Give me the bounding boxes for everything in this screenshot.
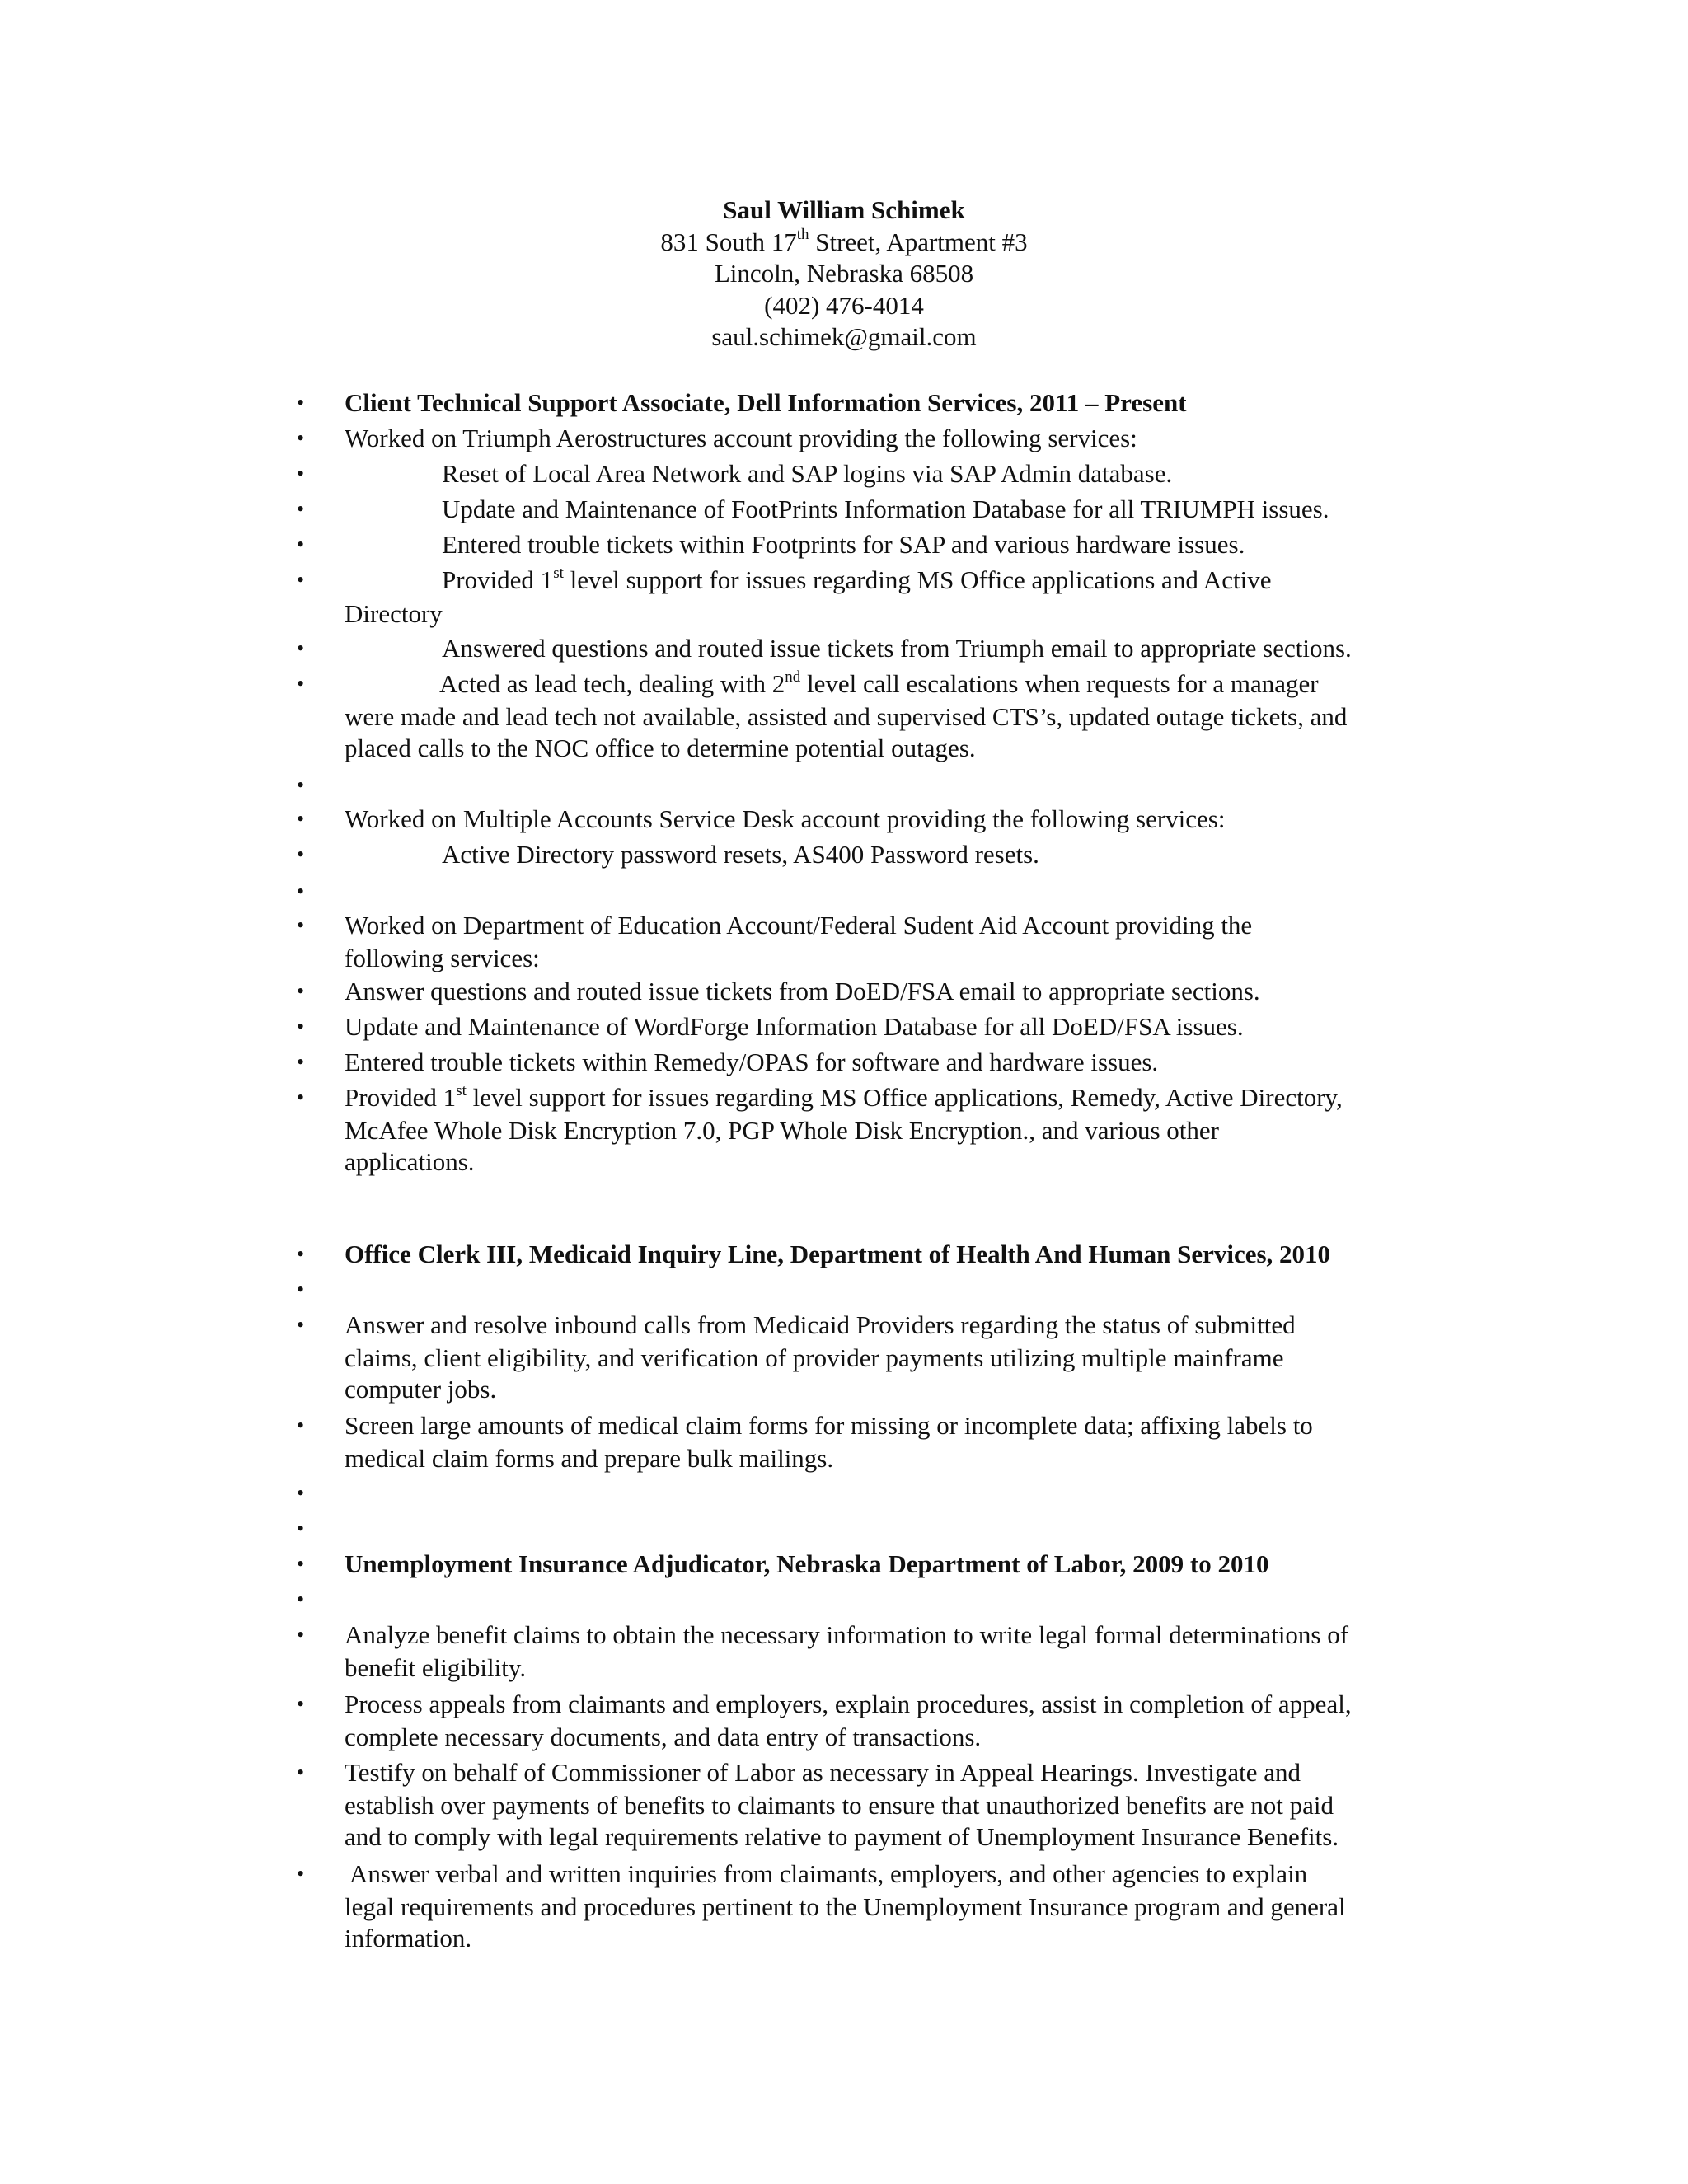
contact-header	[0, 194, 1688, 354]
list-item-text: Provided 1	[442, 565, 554, 594]
phone-number: (402) 476-4014	[764, 290, 924, 320]
bullet-icon: •	[297, 1015, 305, 1038]
bullet-icon: •	[297, 842, 305, 866]
bullet-icon: •	[297, 773, 305, 797]
list-item-continuation: following services:	[345, 944, 540, 972]
list-item-text: level call escalations when requests for a manager	[800, 669, 1319, 698]
bullet-icon: •	[297, 879, 305, 903]
list-item: Worked on Multiple Accounts Service Desk account providing the following services:	[345, 804, 1226, 833]
bullet-icon: •	[297, 1413, 305, 1437]
list-item-text: Acted as lead tech, dealing with 2	[439, 669, 785, 698]
list-item: Answered questions and routed issue tickets from Triumph email to appropriate sections.	[442, 634, 1352, 663]
ordinal-superscript: nd	[785, 668, 801, 686]
list-item-continuation: McAfee Whole Disk Encryption 7.0, PGP Whole Disk Encryption., and various other	[345, 1116, 1219, 1145]
bullet-icon: •	[297, 1277, 305, 1301]
bullet-icon: •	[297, 391, 305, 415]
list-item-continuation: legal requirements and procedures pertinent to the Unemployment Insurance program and general	[345, 1892, 1346, 1921]
list-item: Reset of Local Area Network and SAP logins via SAP Admin database.	[442, 459, 1173, 488]
bullet-icon: •	[297, 1552, 305, 1576]
bullet-icon: •	[297, 807, 305, 831]
list-item-continuation: establish over payments of benefits to claimants to ensure that unauthorized benefits are not paid	[345, 1791, 1334, 1820]
list-item: Answer verbal and written inquiries from claimants, employers, and other agencies to explain	[345, 1859, 1308, 1888]
list-item: Update and Maintenance of FootPrints Information Database for all TRIUMPH issues.	[442, 494, 1329, 523]
bullet-icon: •	[297, 1085, 305, 1109]
list-item-text: level support for issues regarding MS Office applications and Active	[563, 565, 1272, 594]
address-text-rest: Street, Apartment #3	[809, 227, 1028, 256]
list-item: Update and Maintenance of WordForge Information Database for all DoED/FSA issues.	[345, 1012, 1244, 1041]
list-item-continuation: claims, client eligibility, and verification of provider payments utilizing multiple mainframe	[345, 1343, 1284, 1372]
bullet-icon: •	[297, 497, 305, 521]
bullet-icon: •	[297, 979, 305, 1003]
address-text: 831 South 17	[660, 227, 797, 256]
bullet-icon: •	[297, 462, 305, 485]
list-item: Testify on behalf of Commissioner of Labor as necessary in Appeal Hearings. Investigate and	[345, 1758, 1301, 1787]
list-item-continuation: applications.	[345, 1147, 475, 1176]
bullet-icon: •	[297, 1862, 305, 1886]
bullet-icon: •	[297, 636, 305, 660]
list-item	[345, 668, 1536, 701]
list-item-continuation: benefit eligibility.	[345, 1653, 527, 1682]
list-item	[345, 1081, 1441, 1114]
list-item-continuation: Directory	[345, 599, 443, 628]
bullet-icon: •	[297, 1516, 305, 1540]
list-item-continuation: were made and lead tech not available, assisted and supervised CTS’s, updated outage tickets, and	[345, 702, 1348, 731]
bullet-icon: •	[297, 1242, 305, 1266]
job-title-dell: Client Technical Support Associate, Dell Information Services, 2011 – Present	[345, 388, 1187, 417]
bullet-icon: •	[297, 568, 305, 592]
list-item-text: level support for issues regarding MS Office applications, Remedy, Active Directory,	[466, 1083, 1343, 1112]
list-item-continuation: and to comply with legal requirements relative to payment of Unemployment Insurance Benefits.	[345, 1822, 1339, 1851]
bullet-icon: •	[297, 1050, 305, 1074]
bullet-icon: •	[297, 913, 305, 937]
bullet-icon: •	[297, 1587, 305, 1611]
job-title-labor: Unemployment Insurance Adjudicator, Nebraska Department of Labor, 2009 to 2010	[345, 1549, 1269, 1578]
street-address	[0, 227, 1688, 259]
list-item-continuation: computer jobs.	[345, 1375, 497, 1404]
list-item: Worked on Department of Education Account/Federal Sudent Aid Account providing the	[345, 911, 1253, 940]
bullet-icon: •	[297, 672, 305, 696]
list-item: Answer and resolve inbound calls from Medicaid Providers regarding the status of submitted	[345, 1310, 1296, 1339]
city-state-zip: Lincoln, Nebraska 68508	[714, 259, 974, 288]
list-item: Entered trouble tickets within Remedy/OPAS for software and hardware issues.	[345, 1047, 1159, 1076]
address-superscript: th	[796, 226, 809, 244]
list-item: Answer questions and routed issue tickets from DoED/FSA email to appropriate sections.	[345, 977, 1260, 1005]
list-item-continuation: complete necessary documents, and data entry of transactions.	[345, 1722, 982, 1751]
list-item: Worked on Triumph Aerostructures account providing the following services:	[345, 424, 1137, 452]
bullet-icon: •	[297, 1692, 305, 1716]
job-title-medicaid: Office Clerk III, Medicaid Inquiry Line, Department of Health And Human Services, 2010	[345, 1240, 1331, 1268]
list-item-continuation: medical claim forms and prepare bulk mailings.	[345, 1444, 834, 1473]
list-item-continuation: information.	[345, 1924, 472, 1952]
bullet-icon: •	[297, 1481, 305, 1505]
applicant-name: Saul William Schimek	[723, 195, 965, 224]
ordinal-superscript: st	[553, 564, 564, 582]
bullet-icon: •	[297, 426, 305, 450]
list-item: Screen large amounts of medical claim forms for missing or incomplete data; affixing labels to	[345, 1411, 1313, 1440]
bullet-icon: •	[297, 1313, 305, 1337]
list-item	[345, 564, 1538, 597]
list-item: Process appeals from claimants and employers, explain procedures, assist in completion of appeal,	[345, 1690, 1352, 1718]
list-item: Active Directory password resets, AS400 Password resets.	[442, 840, 1039, 869]
bullet-icon: •	[297, 532, 305, 556]
bullet-icon: •	[297, 1623, 305, 1647]
email-address: saul.schimek@gmail.com	[711, 322, 977, 351]
list-item: Entered trouble tickets within Footprints for SAP and various hardware issues.	[442, 530, 1245, 559]
list-item-continuation: placed calls to the NOC office to determine potential outages.	[345, 733, 976, 762]
list-item-text: Provided 1	[345, 1083, 457, 1112]
bullet-icon: •	[297, 1760, 305, 1784]
list-item: Analyze benefit claims to obtain the necessary information to write legal formal determinations of	[345, 1620, 1349, 1649]
ordinal-superscript: st	[456, 1081, 467, 1099]
